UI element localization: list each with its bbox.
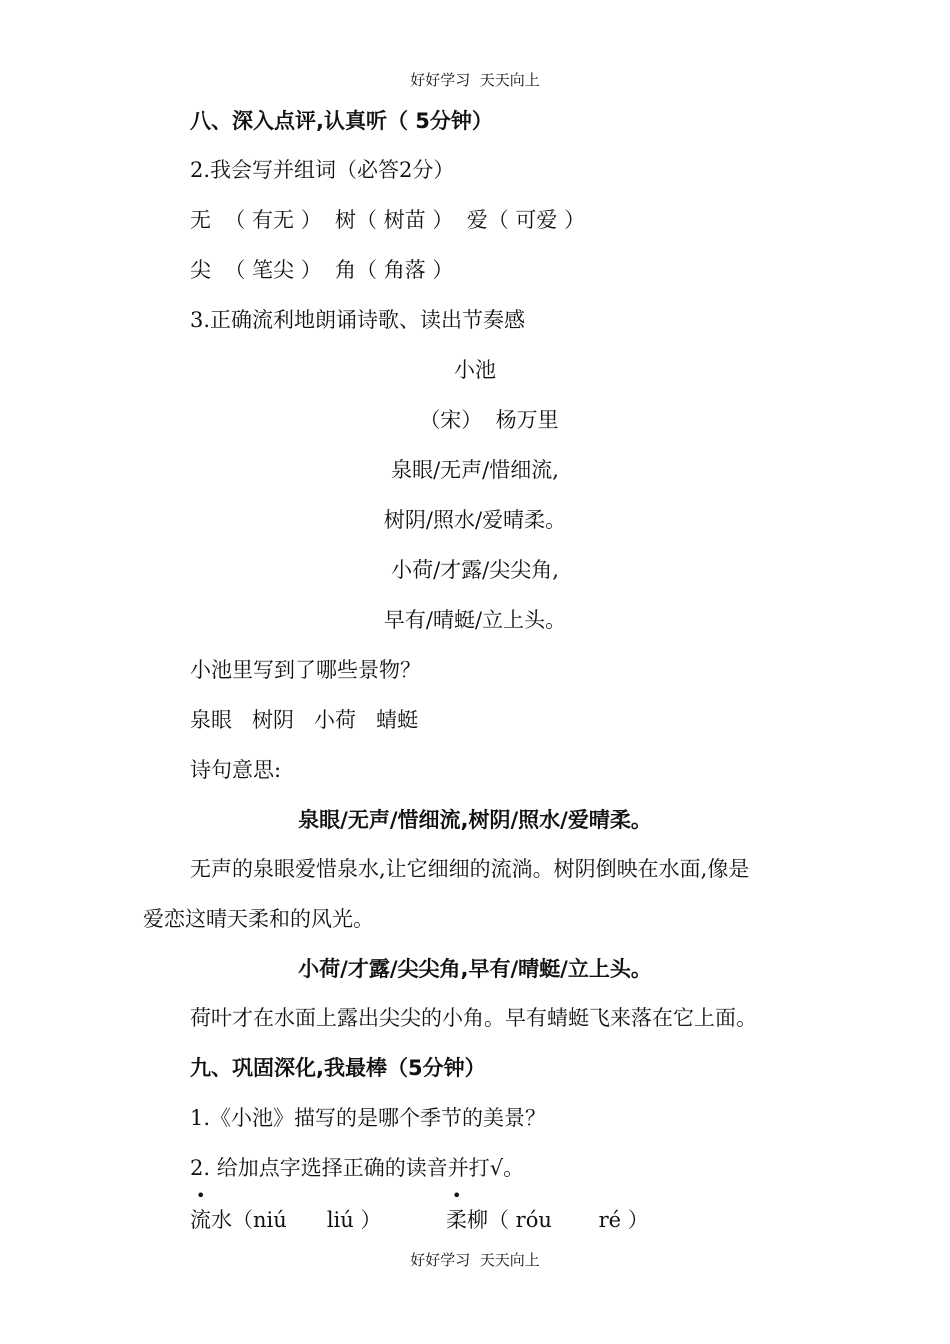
- poem-line: 早有/晴蜓/立上头。: [383, 608, 567, 632]
- word-row-2: 尖 （ 笔尖 ） 角（ 角落 ）: [190, 258, 454, 282]
- poem-author: （宋） 杨万里: [419, 408, 559, 432]
- question-2: 2.我会写并组词（必答2分）: [190, 158, 455, 182]
- pinyin-choice-2: 柔柳（ róu ré ）: [446, 1208, 649, 1232]
- section-9-question-2: 2. 给加点字选择正确的读音并打√。: [190, 1156, 525, 1180]
- section-9-question-1: 1.《小池》描写的是哪个季节的美景？: [190, 1106, 547, 1130]
- couplet-1: 泉眼/无声/惜细流,树阴/照水/爱晴柔。: [298, 808, 652, 832]
- explanation-2: 荷叶才在水面上露出尖尖的小角。早有蜻蜓飞来落在它上面。: [190, 1006, 757, 1030]
- scenery-answer: 泉眼 树阴 小荷 蜻蜓: [190, 708, 419, 732]
- question-3: 3.正确流利地朗诵诗歌、读出节奏感: [190, 308, 526, 332]
- scenery-question: 小池里写到了哪些景物？: [190, 658, 421, 682]
- emphasis-dot: •: [452, 1186, 462, 1205]
- section-9-title: 九、巩固深化,我最棒（5分钟）: [190, 1056, 486, 1080]
- poem-title: 小池: [454, 358, 496, 382]
- page-header: 好好学习 天天向上: [410, 71, 540, 89]
- explanation-1b: 爱恋这晴天柔和的风光。: [143, 907, 374, 931]
- poem-line: 树阴/照水/爱晴柔。: [383, 508, 567, 532]
- section-8-title: 八、深入点评,认真听（ 5分钟）: [190, 109, 493, 133]
- couplet-2: 小荷/才露/尖尖角,早有/晴蜓/立上头。: [298, 957, 652, 981]
- pinyin-choice-1: 流水（niú liú ）: [190, 1208, 382, 1232]
- word-row-1: 无 （ 有无 ） 树（ 树苗 ） 爱（ 可爱 ）: [190, 208, 586, 232]
- explanation-1a: 无声的泉眼爱惜泉水,让它细细的流淌。树阴倒映在水面,像是: [190, 857, 750, 881]
- page-footer: 好好学习 天天向上: [410, 1251, 540, 1269]
- emphasis-dot: •: [196, 1186, 206, 1205]
- poem-line: 泉眼/无声/惜细流,: [391, 458, 559, 482]
- meaning-label: 诗句意思:: [190, 758, 282, 782]
- poem-line: 小荷/才露/尖尖角,: [391, 558, 559, 582]
